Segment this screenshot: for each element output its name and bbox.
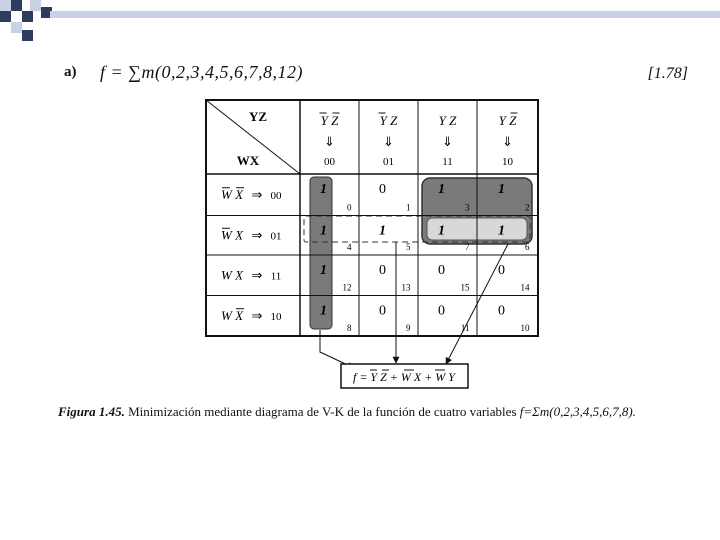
- function-formula: f = ∑m(0,2,3,4,5,6,7,8,12): [100, 62, 303, 82]
- cell-value: 1: [320, 223, 327, 239]
- minterm-index: 5: [406, 242, 411, 252]
- col-header-label: Y Z: [498, 113, 517, 128]
- minterm-index: 0: [347, 202, 352, 213]
- cell-value: 0: [498, 263, 505, 278]
- cell-value: 1: [320, 303, 327, 319]
- minterm-index: 14: [520, 282, 530, 293]
- col-header-label: Y Z: [320, 113, 339, 128]
- cell-value: 1: [438, 182, 445, 197]
- row-arrow: ⇒: [251, 267, 263, 283]
- row-header-label: W X: [220, 227, 244, 243]
- cell-value: 0: [438, 303, 445, 319]
- col-code: 01: [383, 156, 394, 168]
- col-header-label: Y Z: [379, 113, 398, 128]
- minterm-index: 8: [347, 323, 352, 333]
- cell-value: 0: [498, 303, 505, 319]
- row-code: 00: [270, 189, 282, 202]
- equation-reference: [1.78]: [647, 65, 688, 82]
- cell-value: 1: [438, 223, 445, 239]
- col-arrow: ⇓: [383, 134, 394, 149]
- corner-label-top: YZ: [248, 109, 268, 124]
- col-header-label: Y Z: [438, 113, 457, 128]
- corner-label-bottom: WX: [236, 153, 260, 168]
- row-arrow: ⇒: [251, 186, 263, 202]
- cell-value: 1: [498, 182, 505, 197]
- col-arrow: ⇓: [324, 134, 335, 149]
- row-arrow: ⇒: [251, 227, 263, 243]
- cell-value: 0: [438, 263, 445, 278]
- result-expression: f = Y Z + W X + W Y: [353, 370, 455, 384]
- minterm-index: 4: [347, 242, 352, 252]
- cell-value: 0: [379, 263, 386, 278]
- cell-value: 1: [498, 223, 505, 239]
- cell-value: 0: [379, 182, 386, 197]
- cell-value: 1: [320, 182, 327, 197]
- cell-value: 1: [320, 263, 327, 278]
- row-code: 10: [270, 310, 282, 323]
- minterm-index: 2: [525, 202, 530, 213]
- col-arrow: ⇓: [442, 134, 453, 149]
- minterm-index: 12: [342, 282, 352, 293]
- minterm-index: 3: [465, 202, 470, 213]
- row-header-label: W X: [220, 307, 244, 323]
- caption-text: Minimización mediante diagrama de V-K de la función de cuatro variables: [128, 404, 517, 419]
- col-code: 00: [324, 156, 335, 168]
- minterm-index: 13: [401, 282, 411, 293]
- minterm-index: 10: [520, 323, 530, 333]
- row-code: 01: [270, 230, 282, 243]
- figure-caption: [58, 404, 718, 420]
- minterm-index: 9: [406, 323, 411, 333]
- part-label: a): [64, 64, 77, 80]
- minterm-index: 7: [465, 242, 470, 252]
- row-code: 11: [270, 270, 282, 283]
- row-header-label: W X: [220, 267, 244, 283]
- col-code: 11: [442, 156, 453, 168]
- minterm-index: 11: [460, 323, 470, 333]
- minterm-index: 6: [525, 242, 530, 252]
- caption-function: f=Σm(0,2,3,4,5,6,7,8).: [519, 404, 636, 419]
- cell-value: 0: [379, 303, 386, 319]
- caption-label: Figura 1.45.: [58, 404, 125, 419]
- minterm-index: 1: [406, 202, 411, 213]
- col-arrow: ⇓: [502, 134, 513, 149]
- col-code: 10: [502, 156, 513, 168]
- row-arrow: ⇒: [251, 307, 263, 323]
- cell-value: 1: [379, 223, 386, 239]
- row-header-label: W X: [220, 186, 244, 202]
- minterm-index: 15: [460, 282, 470, 293]
